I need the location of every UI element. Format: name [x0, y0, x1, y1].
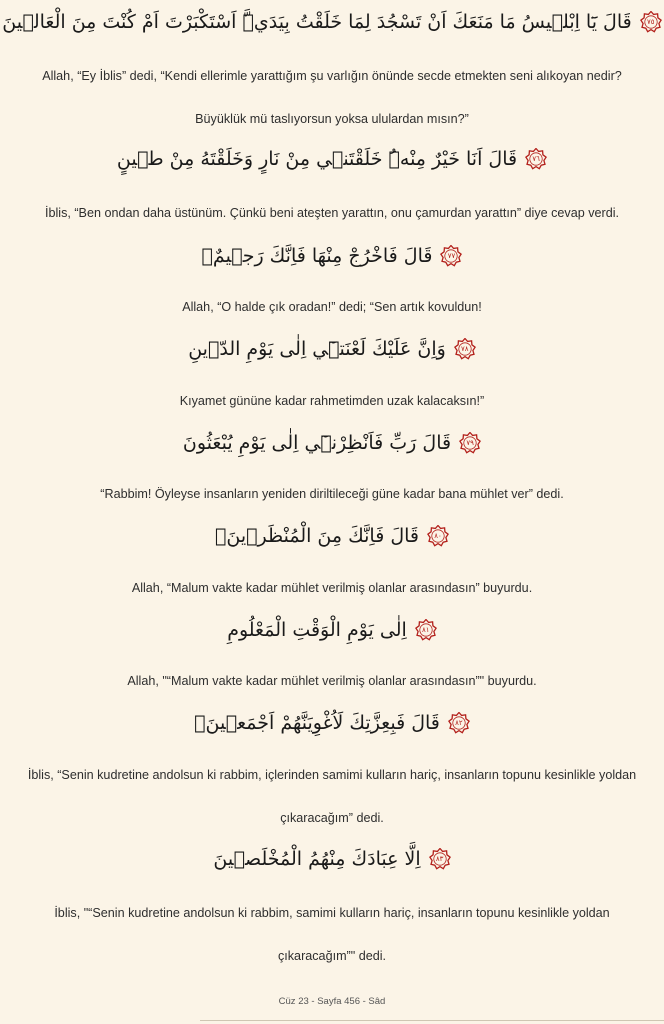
verse-76-translation: İblis, “Ben ondan daha üstünüm. Çünkü beni ateşten yarattın, onu çamurdan yarattın” diye cevap verdi. [44, 206, 620, 220]
verse-arabic-text: قَالَ فَاِنَّكَ مِنَ الْمُنْظَرٖينَۙ [214, 525, 420, 547]
verse-83-translation-line-1: İblis, "“Senin kudretine andolsun ki rabbim, samimi kulların hariç, insanların topunu kesinlikle yoldan [54, 906, 610, 920]
verse-76-arabic [0, 139, 664, 179]
verse-79-translation: “Rabbim! Öyleyse insanların yeniden diriltileceği güne kadar bana mühlet ver” dedi. [100, 487, 564, 501]
verse-81-translation: Allah, "“Malum vakte kadar mühlet verilmiş olanlar arasındasın”" buyurdu. [127, 674, 537, 688]
verse-78-arabic [0, 329, 664, 369]
verse-arabic-text: قَالَ يَٓا اِبْلٖيسُ مَا مَنَعَكَ اَنْ تَسْجُدَ لِمَا خَلَقْتُ بِيَدَيَّۜ اَسْتَكْبَرْتَ اَمْ كُنْتَ مِنَ الْعَالٖينَ [2, 11, 632, 33]
ayah-number-rosette-icon [427, 525, 449, 547]
verse-77-arabic [0, 236, 664, 276]
verse-83-translation-line-2: çıkaracağım”" dedi. [277, 949, 387, 963]
ayah-number-rosette-icon [525, 148, 547, 170]
verse-83-arabic [0, 839, 664, 879]
ayah-number: ٧٦ [532, 155, 540, 163]
page-footer: Cüz 23 - Sayfa 456 - Sâd [278, 996, 386, 1007]
verse-80-translation: Allah, “Malum vakte kadar mühlet verilmiş olanlar arasındasın” buyurdu. [131, 581, 533, 595]
verse-78-translation: Kıyamet gününe kadar rahmetimden uzak kalacaksın!” [179, 394, 485, 408]
verse-82-translation-line-1: İblis, “Senin kudretine andolsun ki rabbim, içlerinden samimi kulların hariç, insanların topunu kesinlikle yoldan [27, 768, 637, 782]
verse-82-translation-line-2: çıkaracağım” dedi. [280, 811, 384, 825]
ayah-number: ٨٠ [434, 532, 442, 540]
verse-75-translation-line-2: Büyüklük mü taslıyorsun yoksa ululardan mısın?” [195, 112, 469, 126]
verse-75-translation-line-1: Allah, “Ey İblis” dedi, “Kendi ellerimle yarattığım şu varlığın önünde secde etmekten seni alıkoyan nedir? [42, 69, 622, 83]
footer-divider [200, 1020, 664, 1021]
ayah-number-rosette-icon [415, 619, 437, 641]
ayah-number-rosette-icon [454, 338, 476, 360]
verse-arabic-text: قَالَ فَاخْرُجْ مِنْهَا فَاِنَّكَ رَجٖيمٌۚ [201, 245, 433, 267]
ayah-number: ٧٧ [447, 252, 456, 260]
ayah-number: ٧٨ [461, 345, 469, 353]
ayah-number: ٧٩ [466, 439, 474, 447]
verse-arabic-text: قَالَ رَبِّ فَاَنْظِرْنٖٓي اِلٰى يَوْمِ يُبْعَثُونَ [182, 432, 452, 454]
verse-77-translation: Allah, “O halde çık oradan!” dedi; “Sen artık kovuldun! [182, 300, 482, 314]
ayah-number: ٨٣ [435, 855, 444, 863]
ayah-number: ٨٢ [455, 719, 463, 727]
verse-79-arabic [0, 423, 664, 463]
verse-80-arabic [0, 516, 664, 556]
verse-arabic-text: اِلٰى يَوْمِ الْوَقْتِ الْمَعْلُومِ [227, 619, 407, 641]
ayah-number-rosette-icon [440, 245, 462, 267]
ayah-number-rosette-icon [429, 848, 451, 870]
ayah-number: ٨١ [422, 626, 430, 634]
verse-arabic-text: قَالَ اَنَا خَيْرٌ مِنْهُۜ خَلَقْتَنٖي مِنْ نَارٍ وَخَلَقْتَهُ مِنْ طٖينٍ [116, 148, 518, 170]
verse-arabic-text: وَاِنَّ عَلَيْكَ لَعْنَتٖٓي اِلٰى يَوْمِ الدّٖينِ [188, 338, 446, 360]
verse-75-arabic [0, 2, 664, 42]
verse-arabic-text: اِلَّا عِبَادَكَ مِنْهُمُ الْمُخْلَصٖينَ [213, 848, 421, 870]
ayah-number-rosette-icon [448, 712, 470, 734]
verse-81-arabic [0, 610, 664, 650]
ayah-number: ٧٥ [646, 18, 655, 26]
verse-82-arabic [0, 703, 664, 743]
ayah-number-rosette-icon [640, 11, 662, 33]
ayah-number-rosette-icon [459, 432, 481, 454]
verse-arabic-text: قَالَ فَبِعِزَّتِكَ لَاُغْوِيَنَّهُمْ اَجْمَعٖينَۙ [194, 712, 440, 734]
